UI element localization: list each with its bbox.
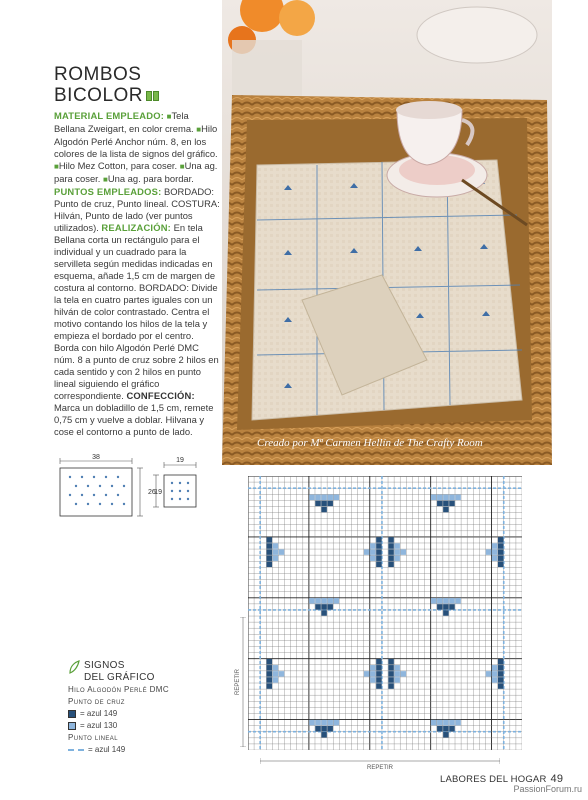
cross-stitch (273, 677, 278, 682)
cross-stitch (364, 671, 369, 676)
cross-stitch (267, 549, 272, 554)
line-symbol-icon (68, 749, 84, 751)
scheme-height-2: 19 (154, 489, 162, 496)
cross-stitch (437, 501, 442, 506)
cross-stitch (327, 720, 332, 725)
cross-stitch (273, 665, 278, 670)
chart-legend (68, 660, 238, 756)
cross-stitch (431, 495, 436, 500)
confeccion-label: CONFECCIÓN: (126, 390, 195, 401)
puntos-label: PUNTOS EMPLEADOS: (54, 186, 162, 197)
material-3: Hilo Mez Cotton, para coser. (58, 160, 178, 171)
scheme-width-1: 38 (92, 454, 100, 461)
legend-thread: Hilo Algodón Perlé DMC (68, 685, 170, 694)
cross-stitch (327, 501, 332, 506)
cross-stitch (376, 677, 381, 682)
cross-stitch (315, 598, 320, 603)
symbol-dark-icon (68, 710, 76, 718)
cross-stitch (443, 507, 448, 512)
stitch-chart (248, 476, 522, 750)
realizacion-text: En tela Bellana corta un rectángulo para el individual y un cuadrado para la servilleta según medidas indicadas en esquema, añade 1,5 cm de margen de costura al contorno. BORDADO: Divide la tela en cuatro partes iguales con un hilván de color contrastado. Centra el motivo contando los hilos de la tela y empieza el bordado por el centro. Borda con hilo Algodón Perlé DMC núm. 8 a punto de cruz sobre 2 hilos en cada sentido y con 2 hilos en punto lineal siguiendo el gráfico correspondiente. (54, 222, 219, 401)
cross-stitch (376, 562, 381, 567)
cross-stitch (321, 501, 326, 506)
cross-stitch (309, 495, 314, 500)
cross-stitch (443, 501, 448, 506)
cross-stitch (449, 604, 454, 609)
cross-stitch (315, 720, 320, 725)
cross-stitch (279, 671, 284, 676)
cross-stitch (388, 659, 393, 664)
cross-stitch (267, 543, 272, 548)
title-line-2: BICOLOR (54, 85, 144, 106)
repeat-vertical (234, 617, 246, 747)
cross-stitch (370, 555, 375, 560)
material-2: Hilo Algodón Perlé Anchor núm. 8, en los colores de la lista de signos del gráfico. (54, 123, 218, 159)
repetir-v-label: REPETIR (235, 668, 241, 696)
cross-stitch (394, 665, 399, 670)
cross-stitch (376, 549, 381, 554)
cross-stitch (492, 677, 497, 682)
product-photo (222, 0, 552, 465)
cross-stitch (455, 720, 460, 725)
puntos-text: BORDADO: Punto de cruz, Punto lineal. COSTURA: Hilván, Punto de lado (ver puntos utilizados). (54, 186, 220, 233)
repetir-h-label: REPETIR (366, 765, 394, 770)
material-label: MATERIAL EMPLEADO: (54, 110, 165, 121)
cross-stitch (492, 665, 497, 670)
cross-stitch (267, 665, 272, 670)
cross-stitch (394, 671, 399, 676)
cross-stitch (388, 665, 393, 670)
cross-stitch (498, 543, 503, 548)
chart-background (248, 476, 522, 750)
cross-stitch (273, 543, 278, 548)
material-4: Una ag. para coser. (54, 160, 218, 184)
cross-stitch (321, 732, 326, 737)
cross-stitch (321, 507, 326, 512)
cross-stitch (443, 598, 448, 603)
page-title (54, 64, 160, 106)
confeccion-text: Marca un dobladillo de 1,5 cm, remete 0,75 cm y vuelve a doblar. Hilvana y cose el contorno a punto de lado. (54, 402, 214, 437)
realizacion-label: REALIZACIÓN: (101, 222, 172, 233)
cross-stitch (321, 598, 326, 603)
cross-stitch (267, 659, 272, 664)
material-1: Tela Bellana Zweigart, en color crema. (54, 110, 194, 134)
cross-stitch (267, 555, 272, 560)
cross-stitch (443, 726, 448, 731)
cross-stitch (376, 671, 381, 676)
cross-stitch (437, 720, 442, 725)
cross-stitch (394, 549, 399, 554)
scheme-height-1: 26 (148, 489, 156, 496)
cross-stitch (327, 495, 332, 500)
cross-stitch (394, 555, 399, 560)
cross-stitch (449, 726, 454, 731)
cross-stitch (498, 537, 503, 542)
legend-punto-cruz: Punto de cruz (68, 697, 125, 706)
cross-stitch (370, 549, 375, 554)
cross-stitch (431, 720, 436, 725)
cross-stitch (449, 495, 454, 500)
cross-stitch (394, 543, 399, 548)
cross-stitch (309, 598, 314, 603)
cross-stitch (498, 555, 503, 560)
cross-stitch (267, 562, 272, 567)
cross-stitch (327, 598, 332, 603)
page-number: 49 (550, 773, 564, 785)
cross-stitch (279, 549, 284, 554)
cross-stitch (334, 598, 339, 603)
title-line-1: ROMBOS (54, 64, 142, 85)
cross-stitch (370, 677, 375, 682)
cross-stitch (498, 562, 503, 567)
cross-stitch (267, 671, 272, 676)
repeat-horizontal (260, 758, 500, 770)
cross-stitch (437, 495, 442, 500)
cross-stitch (376, 543, 381, 548)
cross-stitch (273, 549, 278, 554)
cross-stitch (388, 555, 393, 560)
cross-stitch (498, 677, 503, 682)
cross-stitch (267, 537, 272, 542)
cross-stitch (437, 604, 442, 609)
cross-stitch (388, 562, 393, 567)
cross-stitch (455, 495, 460, 500)
cross-stitch (388, 677, 393, 682)
cross-stitch (273, 555, 278, 560)
cross-stitch (431, 598, 436, 603)
leaf-icon (68, 660, 80, 674)
cross-stitch (321, 610, 326, 615)
cross-stitch (267, 677, 272, 682)
legend-item-1: = azul 149 (80, 709, 118, 718)
cross-stitch (309, 720, 314, 725)
cross-stitch (437, 598, 442, 603)
cross-stitch (443, 720, 448, 725)
cross-stitch (443, 604, 448, 609)
magazine-name: LABORES DEL HOGAR (440, 774, 547, 785)
scheme-width-2: 19 (176, 457, 184, 464)
cross-stitch (376, 555, 381, 560)
photo-caption: Creado por Mª Carmen Hellín de The Crafty Room (257, 437, 483, 449)
cross-stitch (486, 671, 491, 676)
cross-stitch (327, 604, 332, 609)
material-5: Una ag. para bordar. (107, 173, 194, 184)
cross-stitch (486, 549, 491, 554)
cross-stitch (455, 598, 460, 603)
cross-stitch (267, 683, 272, 688)
cross-stitch (492, 555, 497, 560)
cross-stitch (321, 726, 326, 731)
legend-item-2: = azul 130 (80, 721, 118, 730)
cross-stitch (327, 726, 332, 731)
cross-stitch (401, 671, 406, 676)
cross-stitch (492, 543, 497, 548)
cross-stitch (437, 726, 442, 731)
cross-stitch (376, 683, 381, 688)
cross-stitch (449, 720, 454, 725)
cross-stitch (401, 549, 406, 554)
cross-stitch (388, 683, 393, 688)
cross-stitch (376, 665, 381, 670)
cross-stitch (492, 549, 497, 554)
cross-stitch (498, 671, 503, 676)
cross-stitch (498, 683, 503, 688)
cross-stitch (315, 501, 320, 506)
cross-stitch (388, 671, 393, 676)
thread-badge-icon (146, 85, 160, 106)
cross-stitch (321, 720, 326, 725)
cross-stitch (334, 720, 339, 725)
cross-stitch (443, 495, 448, 500)
instructions-text: MATERIAL EMPLEADO: ■Tela Bellana Zweigart, en color crema. ■Hilo Algodón Perlé Anchor núm. 8, en los colores de la lista de signos del gráfico. ■Hilo Mez Cotton, para coser. ■Una ag. para coser. ■Una ag. para bordar. PUNTOS EMPLEADOS: BORDADO: Punto de cruz, Punto lineal. COSTURA: Hilván, Punto de lado (ver puntos utilizados). REALIZACIÓN: En tela Bellana corta un rectángulo para el individual y un cuadrado para la servilleta según medidas indicadas en esquema, añade 1,5 cm de margen de costura al contorno. BORDADO: Divide la tela en cuatro partes iguales con un hilván de color contrastado. Centra el motivo contando los hilos de la tela y empieza el bordado por el centro. Borda con hilo Algodón Perlé DMC núm. 8 a punto de cruz sobre 2 hilos en cada sentido y con 2 hilos en punto lineal siguiendo el gráfico correspondiente. CONFECCIÓN: Marca un dobladillo de 1,5 cm, remete 0,75 cm y vuelve a doblar. Hilvana y cose el contorno a punto de lado. (54, 110, 220, 437)
watermark: PassionForum.ru (513, 784, 582, 794)
legend-item-3: = azul 149 (88, 745, 126, 754)
cross-stitch (370, 543, 375, 548)
symbol-light-icon (68, 722, 76, 730)
cross-stitch (370, 665, 375, 670)
cross-stitch (492, 671, 497, 676)
legend-title-2: DEL GRÁFICO (84, 672, 155, 683)
cross-stitch (315, 604, 320, 609)
cross-stitch (443, 732, 448, 737)
cross-stitch (449, 598, 454, 603)
cross-stitch (321, 604, 326, 609)
cross-stitch (334, 495, 339, 500)
legend-title-1: SIGNOS (84, 660, 125, 671)
cross-stitch (364, 549, 369, 554)
cross-stitch (376, 659, 381, 664)
cross-stitch (498, 659, 503, 664)
cross-stitch (315, 495, 320, 500)
cross-stitch (273, 671, 278, 676)
legend-punto-lineal: Punto lineal (68, 733, 118, 742)
cross-stitch (321, 495, 326, 500)
cross-stitch (498, 665, 503, 670)
cross-stitch (498, 549, 503, 554)
cross-stitch (376, 537, 381, 542)
cross-stitch (315, 726, 320, 731)
cross-stitch (370, 671, 375, 676)
cross-stitch (449, 501, 454, 506)
cross-stitch (388, 543, 393, 548)
cross-stitch (388, 537, 393, 542)
cross-stitch (443, 610, 448, 615)
cross-stitch (388, 549, 393, 554)
cross-stitch (394, 677, 399, 682)
size-scheme (56, 455, 216, 525)
